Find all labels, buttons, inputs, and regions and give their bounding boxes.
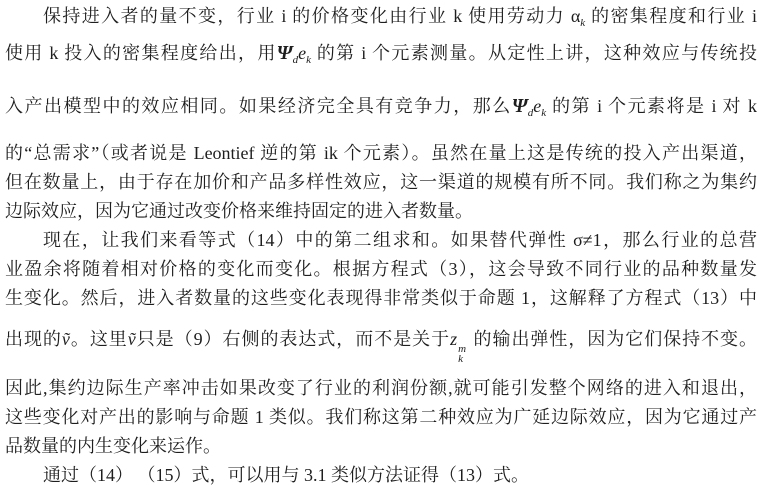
text-line-11: 因此,集约边际生产率冲击如果改变了行业的利润份额,就可能引发整个网络的进入和退出，: [5, 378, 757, 398]
text-line-12: 这些变化对产出的影响与命题 1 类似。我们称这第二种效应为广延边际效应，因为它通过产: [5, 407, 757, 427]
text-line-14: 通过（14） （15）式，可以用与 3.1 类似方法证得（13）式。: [43, 465, 529, 485]
text-line-3: 入产出模型中的效应相同。如果经济完全具有竞争力，那么$\Psi_de_k$ 的第 i 个元素将是 i 对 k: [5, 95, 757, 119]
text-line-10: 出现的ṽ。这里ṽ只是（9）右侧的表达式，而不是关于z m k 的输出弹性，因为它们保持不变。: [5, 329, 758, 365]
text-line-8: 业盈余将随着相对价格的变化而变化。根据方程式（3），这会导致不同行业的品种数量发: [5, 259, 757, 279]
text-line-1: 保持进入者的量不变，行业 i 的价格变化由行业 k 使用劳动力 $\alpha_k$ 的密集程度和行业 i: [43, 6, 757, 29]
paragraph-second-summation: [5, 226, 757, 364]
text-line-7: 现在，让我们来看等式（14）中的第二组求和。如果替代弹性 σ≠1，那么行业的总营: [43, 230, 757, 250]
paragraph-proof-note: [5, 461, 757, 485]
text-line-5: 但在数量上，由于存在加价和产品多样性效应，这一渠道的规模有所不同。我们称之为集约: [5, 172, 757, 192]
text-line-13: 品数量的内生变化来运作。: [5, 436, 221, 456]
text-line-2: 使用 k 投入的密集程度给出，用$\Psi_de_k$ 的第 i 个元素测量。从定性上讲，这种效应与传统投: [5, 42, 757, 66]
paragraph-extensive-margin: [5, 374, 757, 461]
text-line-9: 生变化。然后，进入者数量的这些变化表现得非常类似于命题 1，这解释了方程式（13）中: [5, 288, 757, 308]
paragraph-intensive-margin: [5, 2, 757, 226]
text-line-6: 边际效应，因为它通过改变价格来维持固定的进入者数量。: [5, 201, 473, 221]
text-line-4: 的“总需求”（或者说是 Leontief 逆的第 ik 个元素）。虽然在量上这是传统的投入产出渠道，: [5, 143, 757, 163]
